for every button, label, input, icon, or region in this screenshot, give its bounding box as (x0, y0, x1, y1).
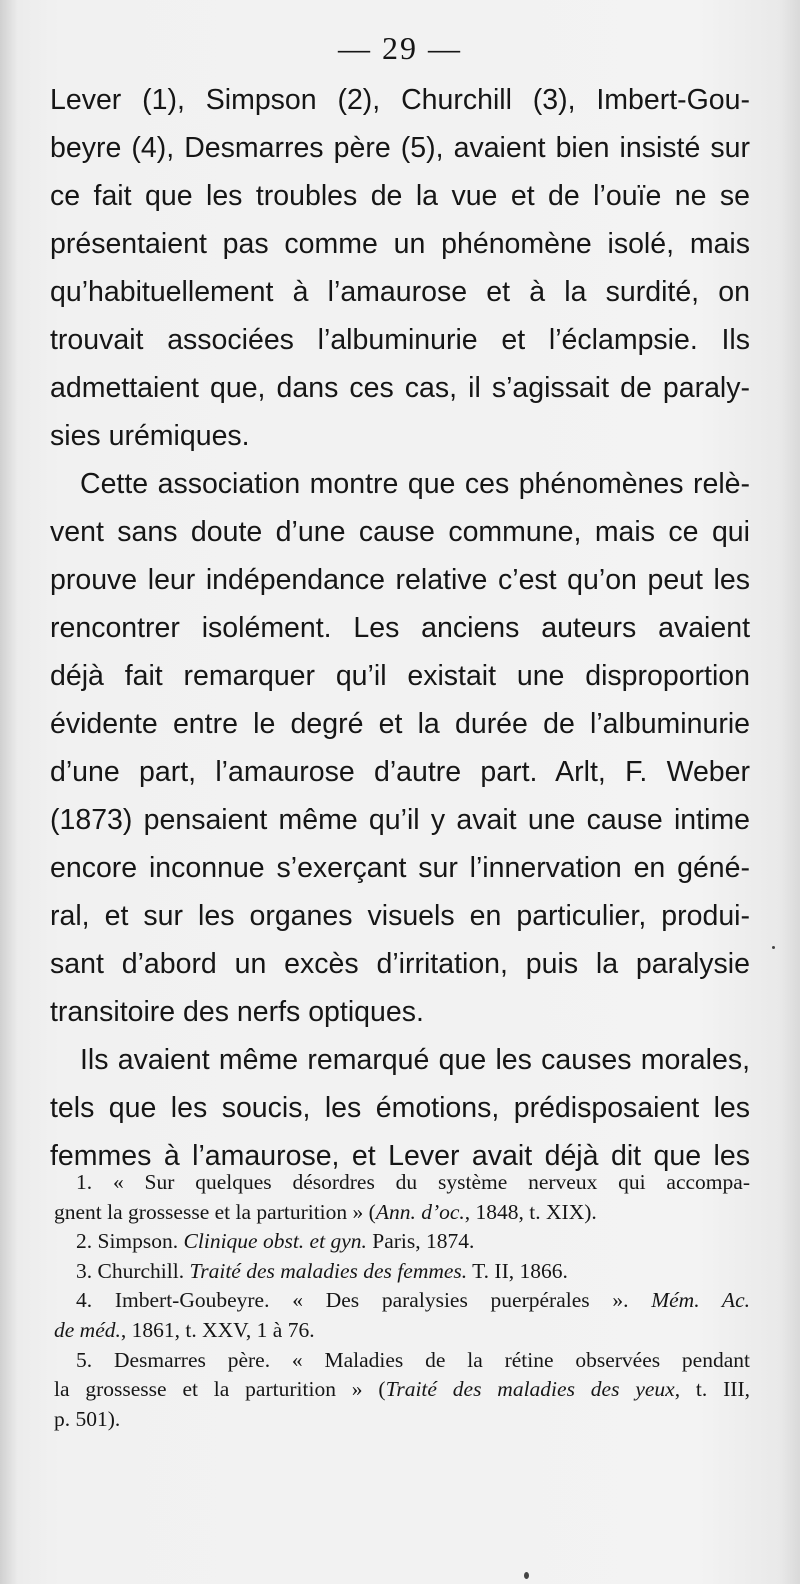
footnote-citation-title: Clinique obst. et gyn. (183, 1229, 367, 1254)
text-line: (1873) pensaient même qu’il y avait une cause intime (50, 804, 750, 836)
footnote-citation-title: Traité des maladies des yeux (385, 1377, 675, 1402)
footnote-text: 1. « Sur quelques désordres du système nerveux qui accompa- (76, 1170, 750, 1194)
footnote-text: , t. III, (674, 1377, 750, 1402)
footnote-5-end (54, 1405, 750, 1435)
footnote-text: , 1861, t. XXV, 1 à 76. (120, 1317, 315, 1342)
text-line: d’une part, l’amaurose d’autre part. Arlt, F. Weber (50, 756, 750, 788)
footnote-1 (54, 1168, 750, 1198)
text-line: femmes à l’amaurose, et Lever avait déjà dit que les (50, 1140, 750, 1172)
text-line: ral, et sur les organes visuels en particulier, produi- (50, 900, 750, 932)
footnote-1-continued (54, 1198, 750, 1228)
footnote-3 (54, 1257, 750, 1287)
text-line: transitoire des nerfs optiques. (50, 996, 424, 1028)
footnote-4-continued (54, 1316, 750, 1346)
text-line: qu’habituellement à l’amaurose et à la surdité, on (50, 276, 750, 308)
footnote-text: la grossesse et la parturition » ( (54, 1377, 386, 1402)
text-line: encore inconnue s’exerçant sur l’innervation en géné- (50, 852, 750, 884)
footnote-text: 3. Churchill. (76, 1258, 190, 1283)
page-number: — 29 — (338, 30, 462, 66)
text-line: admettaient que, dans ces cas, il s’agissait de paraly- (50, 372, 750, 404)
print-speck (524, 1572, 529, 1579)
footnote-citation-title: Mém. Ac. (651, 1288, 750, 1313)
footnote-citation-title: Ann. d’oc. (375, 1199, 465, 1224)
print-speck (772, 946, 775, 949)
footnote-5-continued (54, 1375, 750, 1405)
text-line: déjà fait remarquer qu’il existait une disproportion (50, 660, 750, 692)
text-line: Lever (1), Simpson (2), Churchill (3), Imbert-Gou- (50, 84, 750, 116)
footnote-text: p. 501). (54, 1406, 121, 1431)
text-line: évidente entre le degré et la durée de l’albuminurie (50, 708, 750, 740)
text-line: Ils avaient même remarqué que les causes morales, (80, 1044, 750, 1076)
footnote-2 (54, 1227, 750, 1257)
footnote-text: gnent la grossesse et la parturition » ( (54, 1199, 376, 1224)
footnote-citation-title: Traité des maladies des femmes. (189, 1258, 468, 1283)
text-line: Cette association montre que ces phénomènes relè- (80, 468, 750, 500)
text-line: ce fait que les troubles de la vue et de l’ouïe ne se (50, 180, 750, 212)
footnote-4 (54, 1286, 750, 1316)
footnote-5 (54, 1346, 750, 1376)
text-line: vent sans doute d’une cause commune, mais ce qui (50, 516, 750, 548)
footnote-text: 5. Desmarres père. « Maladies de la rétine observées pendant (76, 1347, 750, 1372)
footnote-text: Paris, 1874. (366, 1229, 475, 1254)
footnotes (54, 1168, 750, 1434)
text-line: beyre (4), Desmarres père (5), avaient bien insisté sur (50, 132, 750, 164)
footnote-citation-title: de méd. (54, 1317, 121, 1342)
text-line: prouve leur indépendance relative c’est qu’on peut les (50, 564, 750, 596)
footnote-text: 4. Imbert-Goubeyre. « Des paralysies puerpérales ». (76, 1288, 652, 1313)
text-line: rencontrer isolément. Les anciens auteurs avaient (50, 612, 750, 644)
footnote-text: , 1848, t. XIX). (464, 1199, 597, 1224)
main-text (50, 76, 750, 1180)
text-line: trouvait associées l’albuminurie et l’éclampsie. Ils (50, 324, 750, 356)
text-line: sant d’abord un excès d’irritation, puis la paralysie (50, 948, 750, 980)
footnote-text: 2. Simpson. (76, 1229, 184, 1254)
text-line: présentaient pas comme un phénomène isolé, mais (50, 228, 750, 260)
footnote-text: T. II, 1866. (467, 1258, 568, 1283)
text-line: sies urémiques. (50, 420, 250, 452)
text-line: tels que les soucis, les émotions, prédisposaient les (50, 1092, 750, 1124)
